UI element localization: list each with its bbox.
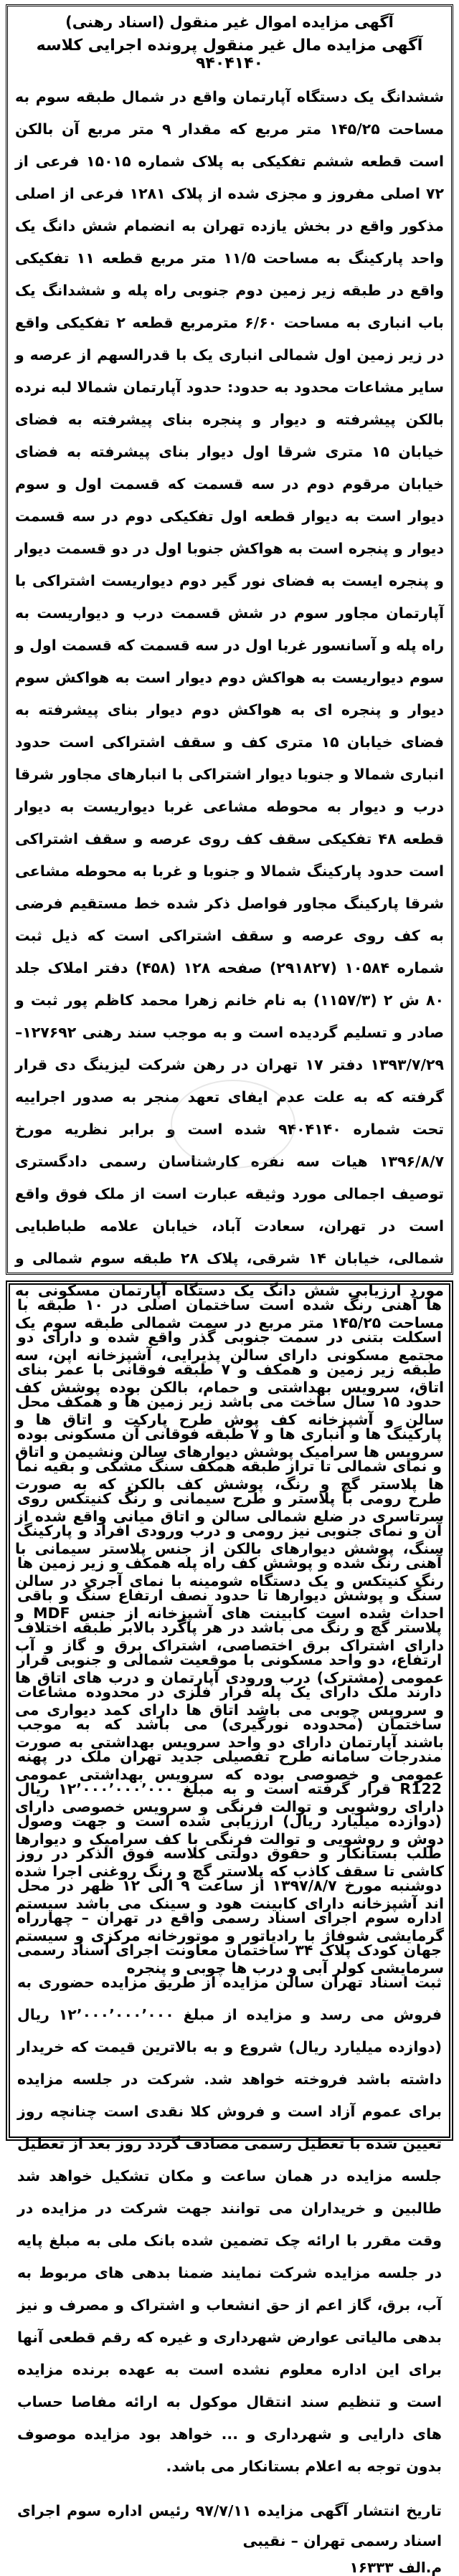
notice-page xyxy=(6,4,453,2576)
notice-footer: تاریخ انتشار آگهی مزایده ۹۷/۷/۱۱ رئیس اداره سوم اجرای اسناد رسمی تهران – نقیبی xyxy=(17,2502,442,2549)
notice-paragraph-1: ششدانگ یک دستگاه آپارتمان واقع در شمال طبقه سوم به مساحت ۱۴۵/۲۵ متر مربع که مقدار ۹ متر مربع آن بالکن است قطعه ششم تفکیکی به پلاک شماره ۱۵۰۱۵ فرعی از ۷۲ اصلی مفروز و مجزی شده از پلاک ۱۲۸۱ فرعی از اصلی مذکور واقع در بخش یازده تهران به انضمام شش دانگ یک واحد پارکینگ به مساحت ۱۱/۵ متر مربع قطعه ۱۱ تفکیکی واقع در طبقه زیر زمین دوم جنوبی راه پله و ششدانگ یک باب انباری به مساحت ۶/۶۰ مترمربع قطعه ۲ تفکیکی واقع در زیر زمین اول شمالی انباری یک با قدرالسهم از عرصه و سایر مشاعات محدود به حدود: حدود آپارتمان شمالا لبه نرده بالکن پیشرفته و دیوار و پنجره بنای پیشرفته به فضای خیابان ۱۵ متری شرقا اول دیوار بنای پیشرفته به فضای خیابان مرقوم دوم در سه قسمت که قسمت اول و سوم دیوار است به دیوار قطعه اول تفکیکی دوم در سه قسمت دیوار و پنجره است به هواکش جنوبا اول در دو قسمت دیوار و پنجره ایست به فضای نور گیر دوم دیواریست اشتراکی با آپارتمان مجاور سوم در شش قسمت درب و دیواریست به راه پله و آسانسور غربا اول در سه قسمت که قسمت اول و سوم دیواریست به هواکش دوم دیوار است به هواکش سوم دیوار و پنجره ای به هواکش دوم دیوار بنای پیشرفته به فضای خیابان ۱۵ متری کف و سقف اشتراکی است حدود انباری شمالا و جنوبا دیوار اشتراکی با انبارهای مجاور شرقا درب و دیوار به محوطه مشاعی غربا دیواریست به دیوار قطعه ۴۸ تفکیکی سقف کف روی عرصه و سقف اشتراکی است حدود پارکینگ شمالا و جنوبا و غربا به محوطه مشاعی شرقا پارکینگ مجاور فواصل ذکر شده خط مستقیم فرضی به کف روی عرصه و سقف اشتراکی است که ذیل ثبت شماره ۱۰۵۸۴ (۲۹۱۸۲۷) صفحه ۱۲۸ (۴۵۸) دفتر املاک جلد ۸۰ ش ۲ (۱۱۵۷/۳) به نام خانم زهرا محمد کاظم پور ثبت و صادر و تسلیم گردیده است و به موجب سند رهنی ۱۲۷۶۹۲–۱۳۹۳/۷/۲۹ دفتر ۱۷ تهران در رهن شرکت لیزینگ دی قرار گرفته که به علت عدم ایفای تعهد منجر به صدور اجراییه تحت شماره ۹۴۰۴۱۴۰ شده است و برابر نظریه مورخ ۱۳۹۶/۸/۷ هیات سه نفره کارشناسان رسمی دادگستری توصیف اجمالی مورد وثیقه عبارت است از ملک فوق واقع است در تهران، سعادت آباد، خیابان علامه طباطبایی شمالی، خیابان ۱۴ شرقی، پلاک ۲۸ طبقه سوم شمالی و مورد ارزیابی شش دانگ یک دستگاه آپارتمان مسکونی به مساحت ۱۴۵/۲۵ متر مربع در سمت شمالی طبقه سوم یک مجتمع مسکونی دارای سالن پذیرایی، آشپزخانه اپن، سه اتاق، سرویس بهداشتی و حمام، بالکن بوده پوشش کف سالن و آشپزخانه کف پوش طرح پارکت و اتاق ها و سرویس ها سرامیک پوشش دیوارهای سالن ونشیمن و اتاق ها پلاستر گچ و رنگ، پوشش کف بالکن که به صورت سرتاسری در ضلع شمالی سالن و اتاق میانی واقع شده از سنگ، پوشش دیوارهای بالکن از جنس پلاستر سیمانی با رنگ کنیتکس و یک دستگاه شومینه با نمای آجری در سالن احداث شده است کابینت های آشپزخانه از جنس MDF و دارای اشتراک برق اختصاصی، اشتراک برق و گاز و آب عمومی (مشترک) درب ورودی آپارتمان و درب های اتاق ها و سرویس چوبی می باشد اتاق ها دارای کمد دیواری می باشند آپارتمان دارای دو واحد سرویس بهداشتی به صورت عمومی و خصوصی بوده که سرویس بهداشتی عمومی دارای روشویی و توالت فرنگی و سرویس خصوصی دارای دوش و روشویی و توالت فرنگی با کف سرامیک و دیوارها کاشی تا سقف کاذب که پلاستر گچ و رنگ روغنی اجرا شده اند آشپزخانه دارای کابینت هود و سینک می باشد سیستم گرمایشی شوفاژ با رادیاتور و موتورخانه مرکزی و سیستم سرمایشی کولر آبی و درب ها چوبی و پنجره xyxy=(15,88,445,1977)
notice-paragraph-2: ها آهنی رنگ شده است ساختمان اصلی در ۱۰ طبقه با اسکلت بتنی در سمت جنوبی گذر واقع شده و دارای دو طبقه زیر زمین و همکف و ۷ طبقه فوقانی با عمر بنای حدود ۱۵ سال ساخت می باشد زیر زمین ها و همکف محل پارکینگ ها و انباری ها و ۷ طبقه فوقانی آن مسکونی بوده و نمای شمالی تا تراز طبقه همکف سنگ مشکی و بقیه نما طرح رومی با پلاستر و طرح سیمانی و رنگ کنیتکس روی آن و نمای جنوبی نیز رومی و درب ورودی افراد و پارکینگ آهنی رنگ شده و پوشش کف راه پله همکف و زیر زمین ها سنگ و پوشش دیوارها تا حدود نصف ارتفاع سنگ و باقی پلاستر گچ و رنگ می باشد در هر پاگرد بالابر طبقه اختلاف ارتفاع، دو واحد مسکونی با موقعیت شمالی و جنوبی قرار دارند ملک دارای یک پله فرار فلزی در محدوده مشاعات ساختمان (محدوده نورگیری) می باشد که به موجب مندرجات سامانه طرح تفصیلی جدید تهران ملک در پهنه R122 قرار گرفته است و به مبلغ ۱۲٬۰۰۰٬۰۰۰٬۰۰۰ ریال (دوازده میلیارد ریال) ارزیابی شده است و جهت وصول طلب بستانکار و حقوق دولتی کلاسه فوق الذکر در روز دوشنبه مورخ ۱۳۹۷/۸/۷ از ساعت ۹ الی ۱۲ ظهر در محل اداره سوم اجرای اسناد رسمی واقع در تهران – چهارراه جهان کودک پلاک ۳۴ ساختمان معاونت اجرای اسناد رسمی ثبت اسناد تهران سالن مزایده از طریق مزایده حضوری به فروش می رسد و مزایده از مبلغ ۱۲٬۰۰۰٬۰۰۰٬۰۰۰ ریال (دوازده میلیارد ریال) شروع و به بالاترین قیمت که خریدار داشته باشد فروخته خواهد شد. شرکت در جلسه مزایده برای عموم آزاد است و فروش کلا نقدی است چنانچه روز تعیین شده با تعطیل رسمی مصادف گردد روز بعد از تعطیل جلسه مزایده در همان ساعت و مکان تشکیل خواهد شد طالبین و خریداران می توانند جهت شرکت در مزایده در وقت مقرر با ارائه چک تضمین شده بانک ملی به مبلغ پایه در جلسه مزایده شرکت نمایند ضمنا بدهی های مربوط به آب، برق، گاز اعم از حق انشعاب و اشتراک و مصرف و نیز بدهی مالیاتی عوارض شهرداری و غیره که رقم قطعی آنها برای این اداره معلوم نشده است به عهده برنده مزایده است و تنظیم سند انتقال موکول به ارائه مفاصا حساب های دارایی و شهرداری و ... خواهد بود مزایده موصوف بدون توجه به اعلام بستانکار می باشد. xyxy=(17,1296,443,2475)
notice-reference-number: م.الف ۱۶۳۳۳ xyxy=(349,2559,442,2576)
notice-block-bottom xyxy=(6,1280,453,2576)
notice-subtitle: آگهی مزایده مال غیر منقول پرونده اجرایی کلاسه ۹۴۰۴۱۴۰ xyxy=(36,37,423,72)
notice-title: آگهی مزایده اموال غیر منقول (اسناد رهنی) xyxy=(65,14,394,31)
